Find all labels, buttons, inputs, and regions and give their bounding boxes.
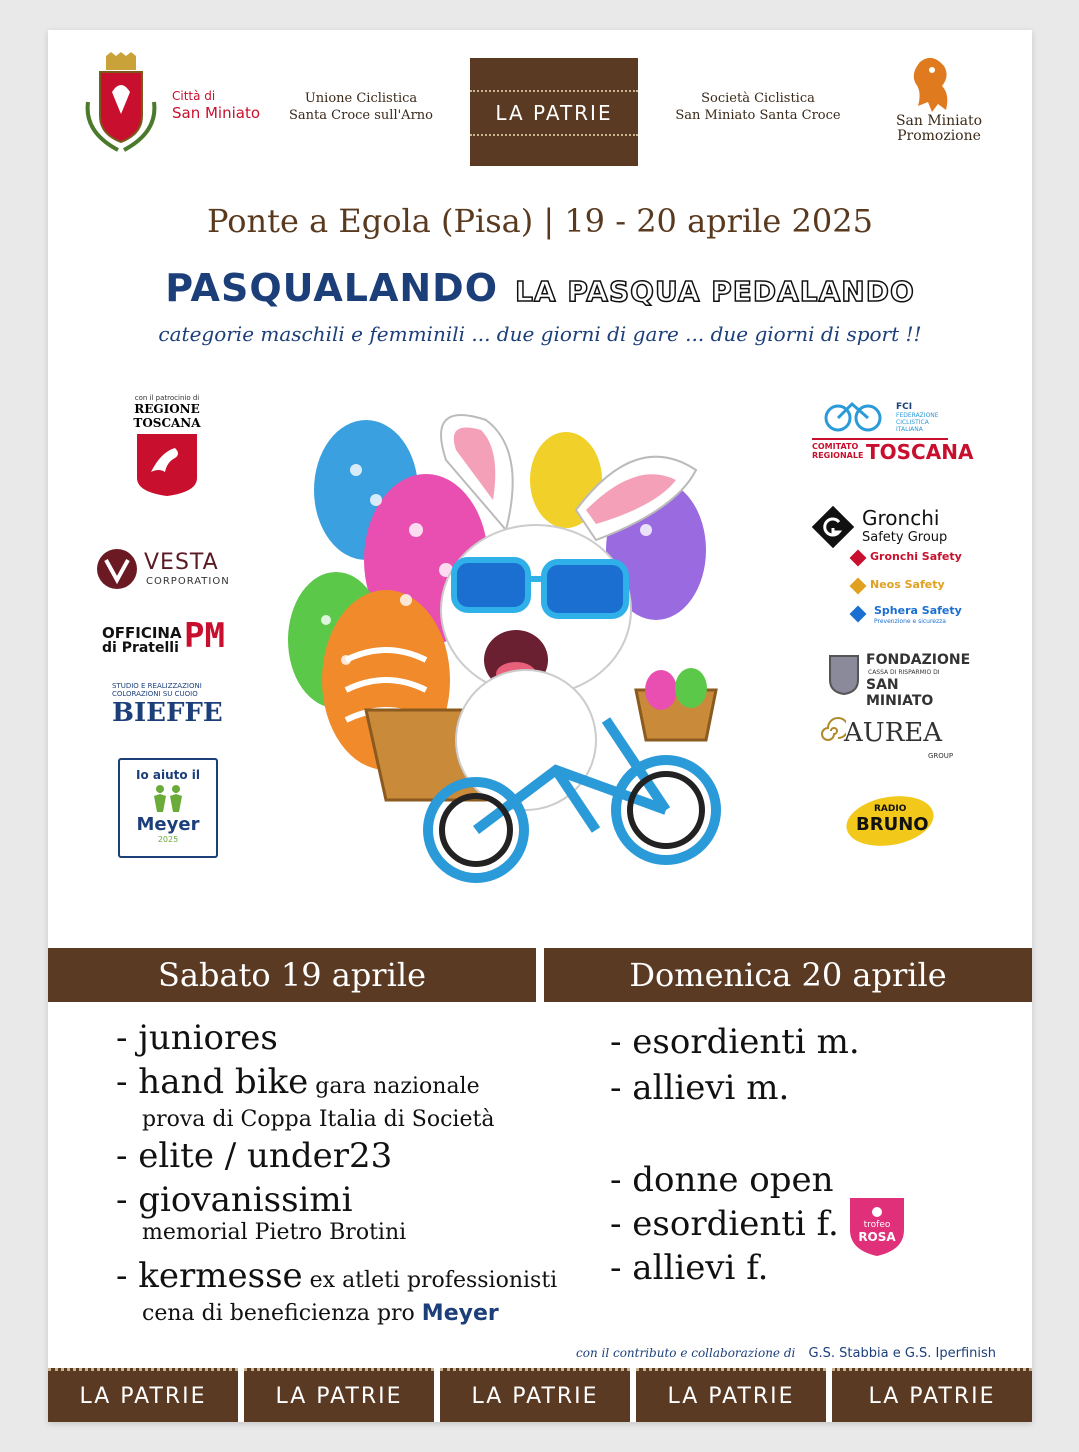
sunday-heading: Domenica 20 aprile (544, 948, 1032, 1002)
officina-logo (102, 616, 242, 660)
fondazione-name: FONDAZIONE (866, 652, 971, 668)
club2-logo (668, 90, 848, 124)
list-item (116, 1180, 556, 1256)
sunday-list (610, 1022, 1010, 1292)
fci-full3: ITALIANA (896, 426, 923, 433)
aurea-spiral-icon (816, 716, 846, 746)
item-main: - juniores (116, 1018, 278, 1058)
club1-line2: Santa Croce sull'Arno (289, 108, 433, 123)
fci-label: FCI (896, 402, 913, 412)
badge-line1: trofeo (863, 1220, 891, 1230)
trofeo-rosa-badge (846, 1194, 908, 1258)
item-note: gara nazionale (308, 1074, 480, 1099)
meyer-year: 2025 (157, 835, 179, 844)
city-label: Città di (172, 89, 216, 103)
fondazione-city: SAN MINIATO (866, 677, 934, 709)
gronchi-logo (810, 504, 970, 634)
easter-bunny-illustration (276, 390, 776, 890)
aurea-sub: GROUP (928, 752, 954, 760)
fondazione-logo (826, 650, 971, 709)
location-dates: Ponte a Egola (Pisa) | 19 - 20 aprile 2025 (207, 202, 873, 240)
comitato2: REGIONALE (812, 451, 864, 460)
list-item (116, 1062, 556, 1136)
sphera-safety: Sphera Safety (874, 604, 962, 617)
radio-label: RADIO (874, 804, 907, 814)
vesta-v-icon (96, 548, 138, 590)
list-item (116, 1136, 556, 1180)
meyer-line1: Io aiuto il (135, 768, 201, 782)
poster (48, 30, 1032, 1422)
bruno-label: BRUNO (856, 814, 929, 835)
safety-diamonds-icon (848, 548, 868, 628)
fondazione-crest-icon (826, 652, 862, 696)
credits (576, 1342, 1016, 1361)
comitato (812, 442, 863, 460)
aurea-logo (816, 714, 956, 764)
promo-line2: Promozione (897, 128, 981, 144)
fci-logo (812, 398, 974, 468)
event-subtitle: LA PASQUA PEDALANDO (515, 275, 915, 308)
event-title (48, 266, 1032, 310)
fci-full2: CICLISTICA (896, 419, 929, 426)
city-logo-text (172, 88, 260, 122)
list-item (116, 1018, 556, 1062)
fci-full1: FEDERAZIONE (896, 412, 939, 419)
officina-pm: PM (184, 616, 225, 656)
gronchi-g-icon (812, 506, 854, 548)
item-note: ex atleti professionisti (302, 1268, 558, 1293)
vesta-line2: CORPORATION (146, 576, 230, 587)
item-main: - giovanissimi (116, 1180, 353, 1220)
meyer-line2: Meyer (136, 814, 200, 835)
club1-line1: Unione Ciclistica (304, 91, 418, 106)
fci-bike-icon (824, 400, 884, 432)
list-item (116, 1256, 556, 1326)
list-item: - allievi m. (610, 1068, 790, 1108)
regione-line2: TOSCANA (133, 416, 201, 430)
la-patrie-text: LA PATRIE (470, 90, 638, 136)
city-name: San Miniato (172, 104, 261, 122)
promo-logo (884, 114, 994, 144)
item-sub-meyer (142, 1301, 556, 1327)
regione-toscana-logo (132, 394, 202, 498)
credits-label: con il contributo e collaborazione di (576, 1346, 796, 1360)
patrocinio-label: con il patrocinio di (134, 394, 200, 402)
saturday-list (116, 1018, 556, 1326)
officina-line1: OFFICINA (102, 624, 182, 642)
regione-line1: REGIONE (134, 402, 200, 416)
list-item: - donne open (610, 1160, 834, 1200)
gronchi-name: Gronchi (862, 506, 940, 530)
item-main: - elite / under23 (116, 1136, 393, 1176)
gronchi-sub: Safety Group (862, 530, 948, 545)
list-item: - esordienti f. (610, 1204, 839, 1244)
list-item: - esordienti m. (610, 1022, 860, 1062)
meyer-word: Meyer (421, 1301, 499, 1326)
bieffe-small2: COLORAZIONI SU CUOIO (112, 690, 198, 698)
radio-bruno-logo (844, 794, 936, 848)
san-miniato-crest-icon (82, 52, 160, 158)
comitato1: COMITATO (812, 442, 859, 451)
neos-safety: Neos Safety (870, 578, 945, 591)
promo-line1: San Miniato (895, 113, 983, 129)
gronchi-safety: Gronchi Safety (870, 550, 962, 563)
badge-line2: ROSA (858, 1230, 896, 1244)
footer-tile: LA PATRIE (440, 1368, 630, 1422)
fci-full (896, 412, 939, 433)
event-tagline: categorie maschili e femminili ... due giorni di gare ... due giorni di sport !! (158, 322, 922, 346)
list-item: - allievi f. (610, 1248, 769, 1288)
meyer-logo (118, 758, 218, 858)
bieffe-small1: STUDIO E REALIZZAZIONI (112, 682, 202, 690)
aurea-name: AUREA (844, 718, 943, 748)
item-main: - hand bike (116, 1062, 309, 1102)
club2-line2: San Miniato Santa Croce (675, 108, 841, 123)
item-sub: memorial Pietro Brotini (142, 1220, 407, 1245)
vesta-logo (96, 546, 246, 596)
credits-names: G.S. Stabbia e G.S. Iperfinish (808, 1346, 997, 1361)
saturday-heading: Sabato 19 aprile (48, 948, 536, 1002)
officina-line2: di Pratelli (102, 640, 179, 656)
event-name: PASQUALANDO (165, 266, 498, 310)
sphera-sub: Prevenzione e sicurezza (874, 618, 946, 625)
fondazione-sub: CASSA DI RISPARMIO DI (868, 669, 940, 676)
club2-line1: Società Ciclistica (701, 91, 815, 106)
vesta-line1: VESTA (144, 550, 219, 575)
footer-tile: LA PATRIE (48, 1368, 238, 1422)
toscana-label: TOSCANA (866, 440, 974, 464)
item-sub: prova di Coppa Italia di Società (142, 1107, 495, 1132)
bieffe-name: BIEFFE (112, 698, 223, 728)
footer-tile: LA PATRIE (244, 1368, 434, 1422)
la-patrie-logo (470, 58, 638, 166)
item-main: - kermesse (116, 1256, 303, 1296)
bieffe-logo (112, 682, 232, 728)
children-icon (148, 784, 188, 812)
item-sub: cena di beneficienza pro (142, 1301, 415, 1326)
pegasus-shield-icon (135, 432, 199, 498)
lion-icon (910, 52, 954, 114)
footer-tile: LA PATRIE (832, 1368, 1032, 1422)
club1-logo (286, 90, 436, 124)
footer-tile: LA PATRIE (636, 1368, 826, 1422)
